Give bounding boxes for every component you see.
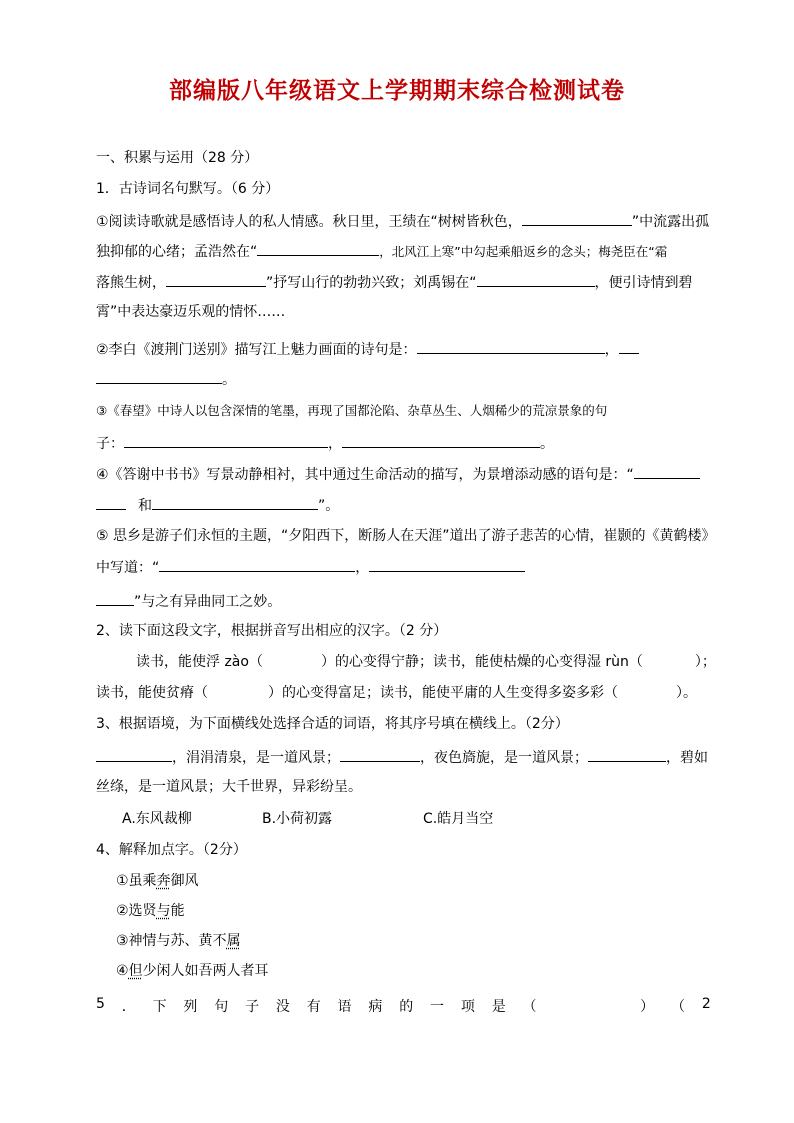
answer-blank[interactable] <box>477 271 595 287</box>
q4-item2 <box>116 901 185 921</box>
q5-char: （ <box>522 999 537 1015</box>
text: ，夜色旖旎，是一道风景； <box>420 750 588 766</box>
q1-item3-line2 <box>96 432 554 454</box>
q1-item5-line2 <box>96 556 525 578</box>
answer-blank[interactable] <box>159 556 355 572</box>
text: ）的心变得富足；读书，能使平庸的人生变得多姿多彩（ <box>268 685 618 701</box>
q3-heading: 3、根据语境，为下面横线处选择合适的词语，将其序号填在横线上。（2分） <box>96 716 569 732</box>
text: 子： <box>96 436 124 452</box>
q4-heading: 4、解释加点字。（2分） <box>96 842 247 858</box>
answer-blank[interactable] <box>124 432 328 448</box>
answer-blank[interactable] <box>369 556 525 572</box>
q5-char: 一 <box>430 999 445 1015</box>
q1-item1-line2 <box>96 240 667 262</box>
text: 能 <box>170 903 185 919</box>
q5-char: 的 <box>399 999 414 1015</box>
q5-char: 病 <box>368 999 383 1015</box>
text: 中写道：“ <box>96 560 160 576</box>
answer-blank[interactable] <box>152 494 318 510</box>
q5-char: ） <box>640 999 655 1015</box>
text: ①虽乘 <box>116 873 157 889</box>
q3-line2: 丝绦，是一道风景；大千世界，异彩纷呈。 <box>96 779 362 795</box>
text: 和 <box>138 498 152 514</box>
text: ，北风江上寒”中勾起乘船返乡的念头；梅尧臣在“霜 <box>379 244 668 259</box>
q1-item1-line4: 霄”中表达豪迈乐观的情怀…… <box>96 304 286 320</box>
q5-char: 项 <box>460 999 475 1015</box>
q5-char: 2 <box>701 996 711 1012</box>
q5-char: （ <box>671 999 685 1015</box>
dotted-char: 与 <box>156 903 171 919</box>
q5-char: 5 <box>96 996 105 1012</box>
q3-option-a: A.东风裁柳 <box>122 811 192 827</box>
dotted-char: 但 <box>128 963 143 979</box>
text: 独抑郁的心绪；孟浩然在“ <box>96 244 258 260</box>
q5-char: 有 <box>306 999 321 1015</box>
answer-blank[interactable] <box>588 746 666 762</box>
q1-item5-line1: ⑤ 思乡是游子们永恒的主题，“夕阳西下，断肠人在天涯”道出了游子悲苦的心情，崔颢的《黄鹤楼》 <box>96 528 716 544</box>
answer-blank[interactable] <box>96 368 222 384</box>
answer-blank[interactable] <box>96 494 126 510</box>
q4-item3 <box>116 931 241 951</box>
section-heading: 一、积累与运用（28 分） <box>96 150 259 166</box>
text: ， <box>328 436 342 452</box>
text: 。 <box>222 372 236 388</box>
q2-line1 <box>136 652 716 672</box>
q1-item4-line1 <box>96 463 700 485</box>
text: 。 <box>540 436 554 452</box>
dotted-char: 属 <box>226 933 241 949</box>
text: 御风 <box>170 873 199 889</box>
answer-blank[interactable] <box>96 590 134 606</box>
q1-item5-line3 <box>96 590 281 612</box>
dotted-char: 奔 <box>156 873 171 889</box>
text: ①阅读诗歌就是感悟诗人的私人情感。秋日里，王绩在“树树皆秋色， <box>96 214 522 230</box>
answer-blank[interactable] <box>166 271 266 287</box>
q1-item1-line1 <box>96 210 709 232</box>
text: 读书，能使贫瘠（ <box>96 685 208 701</box>
text: ， <box>355 560 370 576</box>
text: ③神情与苏、黄不 <box>116 933 227 949</box>
answer-blank[interactable] <box>340 746 420 762</box>
q1-item3-line1: ③《春望》中诗人以包含深情的笔墨，再现了国都沦陷、杂草丛生、人烟稀少的荒凉景象的句 <box>96 403 608 418</box>
text: ”与之有异曲同工之妙。 <box>134 594 282 610</box>
answer-paren[interactable] <box>553 996 623 1016</box>
q3-option-c: C.皓月当空 <box>423 811 494 827</box>
text: ，碧如 <box>666 750 708 766</box>
q5-heading <box>96 996 711 1016</box>
q5-char: 下 <box>152 999 167 1015</box>
text: 少闲人如吾两人者耳 <box>142 963 269 979</box>
q1-item2-line2 <box>96 368 236 390</box>
q5-char: 句 <box>214 999 229 1015</box>
exam-title: 部编版八年级语文上学期期末综合检测试卷 <box>169 77 625 104</box>
q3-option-b: B.小荷初露 <box>262 811 333 827</box>
q2-line2 <box>96 683 697 703</box>
q1-item2-line1 <box>96 338 639 360</box>
q5-char: 语 <box>337 999 352 1015</box>
q1-heading: 1．古诗词名句默写。（6 分） <box>96 181 280 197</box>
text: 落熊生树， <box>96 275 166 291</box>
text: ”。 <box>318 498 340 514</box>
text: ，涓涓清泉，是一道风景； <box>172 750 340 766</box>
q5-char: 是 <box>491 999 506 1015</box>
q3-line1 <box>96 746 708 768</box>
q4-item1 <box>116 871 199 891</box>
text: ”抒写山行的勃勃兴致；刘禹锡在“ <box>266 275 477 291</box>
text: ， <box>604 342 619 358</box>
answer-blank[interactable] <box>417 338 605 354</box>
q2-heading: 2、读下面这段文字，根据拼音写出相应的汉字。（2 分） <box>96 623 448 639</box>
text: ）的心变得宁静；读书，能使枯燥的心变得湿 rùn（ <box>320 654 643 670</box>
text: 读书，能使浮 zào（ <box>136 654 263 670</box>
text: ②选贤 <box>116 903 157 919</box>
q4-item4 <box>116 961 269 981</box>
q5-char: 列 <box>183 999 198 1015</box>
q1-item1-line3 <box>96 271 693 293</box>
q5-char: 子 <box>245 999 260 1015</box>
text: ”中流露出孤 <box>631 214 710 230</box>
q5-char: ． <box>121 999 136 1015</box>
answer-blank[interactable] <box>342 432 540 448</box>
text: ②李白《渡荆门送别》描写江上魅力画面的诗句是： <box>96 342 417 358</box>
answer-blank[interactable] <box>634 463 700 479</box>
answer-blank[interactable] <box>96 746 172 762</box>
text: ④ <box>116 963 129 979</box>
q1-item4-line2 <box>96 494 339 516</box>
q5-char: 没 <box>275 999 290 1015</box>
answer-blank[interactable] <box>522 210 632 226</box>
text: ）； <box>694 654 716 670</box>
answer-blank[interactable] <box>619 338 639 354</box>
answer-blank[interactable] <box>257 240 379 256</box>
text: ）。 <box>676 685 697 701</box>
text: ④《答谢中书书》写景动静相衬，其中通过生命活动的描写，为景增添动感的语句是：“ <box>96 467 634 483</box>
text: ，便引诗情到碧 <box>594 275 693 291</box>
